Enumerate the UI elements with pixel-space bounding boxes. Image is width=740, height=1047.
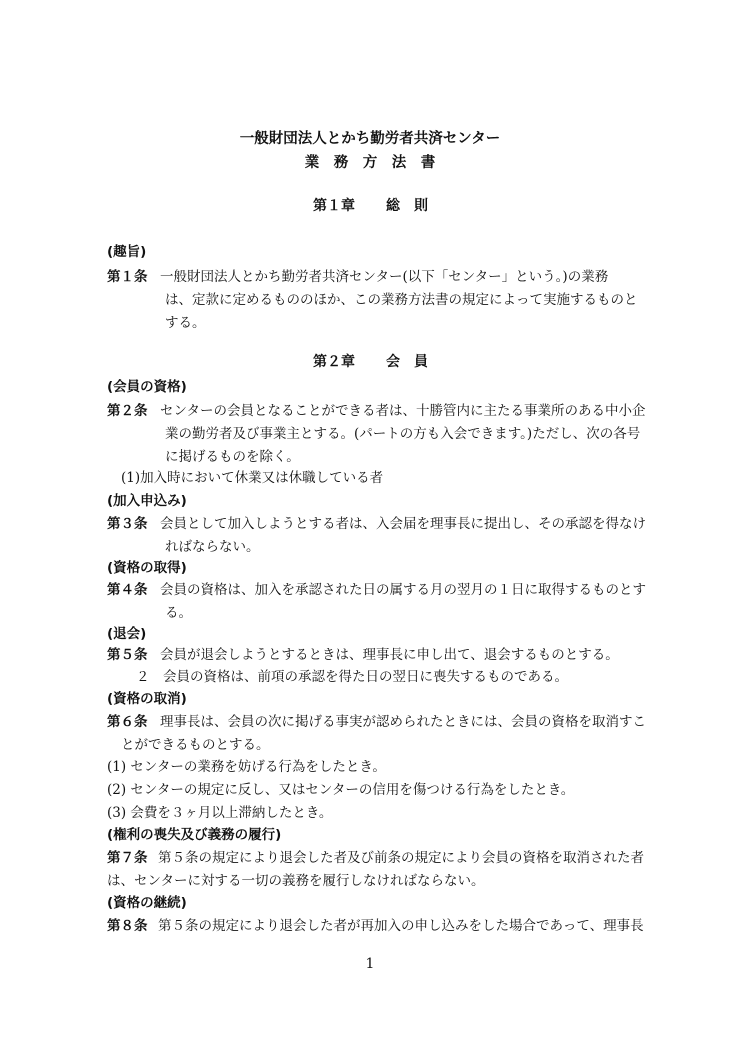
list-item: (3) 会費を３ヶ月以上滞納したとき。 <box>107 805 333 821</box>
article-text: る。 <box>165 605 192 621</box>
article-text: は、定款に定めるもののほか、この業務方法書の規定によって実施するものと <box>165 292 638 308</box>
article-text: とができるものとする。 <box>121 737 270 753</box>
article-label: 第８条 <box>107 918 148 934</box>
article-label: 第５条 <box>107 647 148 663</box>
article-text: 第５条の規定により退会した者及び前条の規定により会員の資格を取消された者 <box>158 850 644 866</box>
list-item: (1)加入時において休業又は休職している者 <box>121 470 384 486</box>
article-paragraph: ２ 会員の資格は、前項の承認を得た日の翌日に喪失するものである。 <box>136 669 568 685</box>
page-number: 1 <box>365 956 375 972</box>
chapter-1-title: 総 則 <box>386 198 428 214</box>
article-text: 一般財団法人とかち勤労者共済センター(以下「センター」という。)の業務 <box>160 269 609 285</box>
document-title: 業 務 方 法 書 <box>304 155 436 171</box>
article-label: 第７条 <box>107 850 148 866</box>
chapter-1-label: 第１章 <box>313 198 355 214</box>
section-heading: (趣旨) <box>107 244 147 260</box>
chapter-2-title: 会 員 <box>386 354 428 370</box>
article-text: に掲げるものを除く。 <box>165 449 300 465</box>
section-heading: (退会) <box>107 626 147 642</box>
org-title: 一般財団法人とかち勤労者共済センター <box>239 131 501 147</box>
section-heading: (権利の喪失及び義務の履行) <box>107 827 282 843</box>
section-heading: (資格の取消) <box>107 691 187 707</box>
article-text: センターの会員となることができる者は、十勝管内に主たる事業所のある中小企 <box>160 403 646 419</box>
article-text: ればならない。 <box>165 539 260 555</box>
article-label: 第４条 <box>107 582 148 598</box>
article-text: は、センターに対する一切の義務を履行しなければならない。 <box>107 873 485 889</box>
section-heading: (資格の継続) <box>107 895 187 911</box>
section-heading: (会員の資格) <box>107 379 187 395</box>
article-label: 第１条 <box>107 269 148 285</box>
article-text: 第５条の規定により退会した者が再加入の申し込みをした場合であって、理事長 <box>158 918 644 934</box>
article-label: 第３条 <box>107 516 148 532</box>
article-text: する。 <box>165 315 206 331</box>
article-text: 会員として加入しようとする者は、入会届を理事長に提出し、その承認を得なけ <box>160 516 646 532</box>
article-text: 会員の資格は、加入を承認された日の属する月の翌月の１日に取得するものとす <box>160 582 646 598</box>
article-label: 第６条 <box>107 714 148 730</box>
article-label: 第２条 <box>107 403 148 419</box>
section-heading: (資格の取得) <box>107 560 187 576</box>
chapter-2-label: 第２章 <box>313 354 355 370</box>
list-item: (2) センターの規定に反し、又はセンターの信用を傷つける行為をしたとき。 <box>107 782 575 798</box>
list-item: (1) センターの業務を妨げる行為をしたとき。 <box>107 759 386 775</box>
section-heading: (加入申込み) <box>107 493 187 509</box>
article-text: 業の勤労者及び事業主とする。(パートの方も入会できます。)ただし、次の各号 <box>165 426 641 442</box>
article-text: 会員が退会しようとするときは、理事長に申し出て、退会するものとする。 <box>160 647 619 663</box>
article-text: 理事長は、会員の次に掲げる事実が認められたときには、会員の資格を取消すこ <box>160 714 646 730</box>
